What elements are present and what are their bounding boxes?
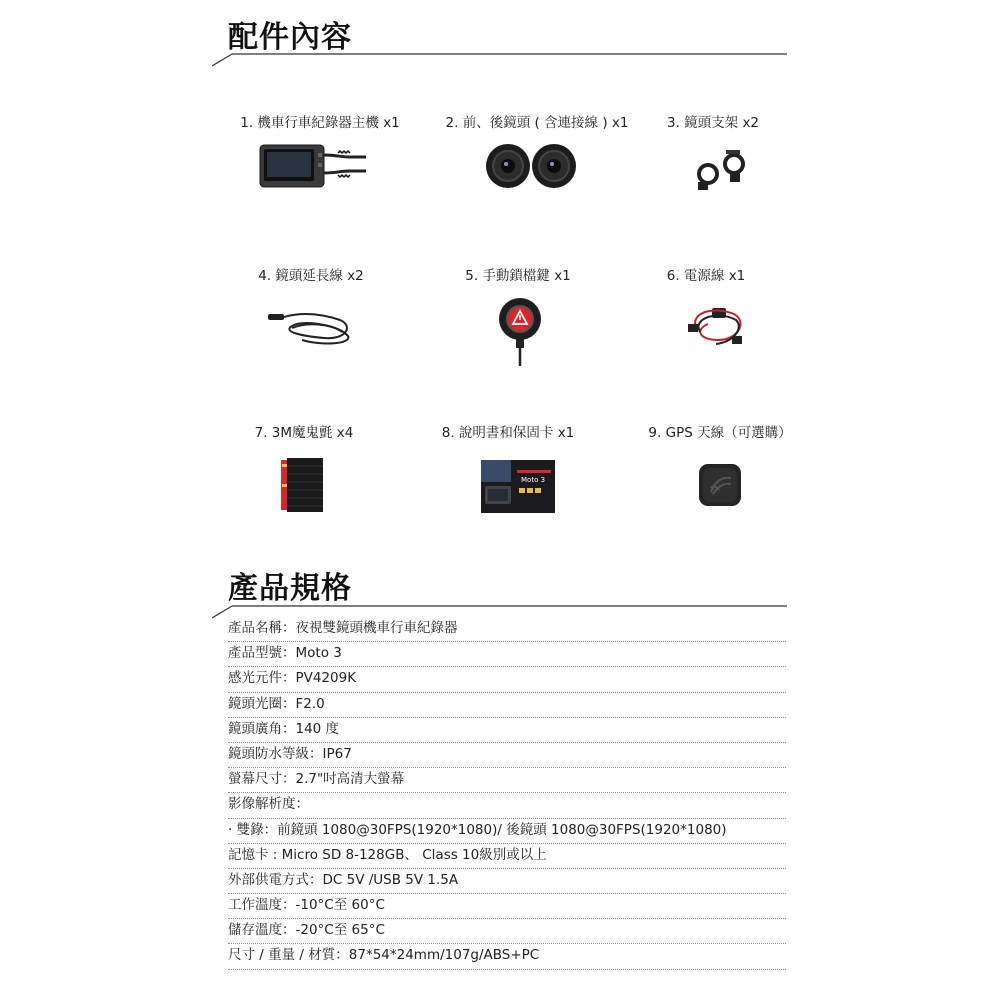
specs-title-rule <box>212 597 787 619</box>
gps-antenna-icon <box>697 462 743 508</box>
spec-row-screen: 螢幕尺寸：2.7"吋高清大螢幕 <box>228 768 786 793</box>
lock-button-icon <box>497 296 543 368</box>
item-caption-3: 3. 鏡頭支架 x2 <box>666 115 760 131</box>
item-caption-6: 6. 電源線 x1 <box>666 268 746 284</box>
manual-card-icon <box>481 460 555 513</box>
item-caption-8: 8. 說明書和保固卡 x1 <box>441 425 575 441</box>
spec-row-name: 產品名稱：夜視雙鏡頭機車行車紀錄器 <box>228 617 786 642</box>
spec-row-memory: 記憶卡 : Micro SD 8-128GB、 Class 10級別或以上 <box>228 844 786 869</box>
item-caption-7: 7. 3M魔鬼氈 x4 <box>254 425 354 441</box>
velcro-icon <box>281 458 325 514</box>
spec-row-sensor: 感光元件：PV4209K <box>228 667 786 692</box>
spec-row-aperture: 鏡頭光圈：F2.0 <box>228 693 786 718</box>
specs-title: 產品規格 <box>228 571 352 606</box>
item-caption-5: 5. 手動鎖檔鍵 x1 <box>465 268 571 284</box>
accessories-title: 配件內容 <box>228 20 352 55</box>
extension-cable-icon <box>262 306 354 350</box>
item-caption-2: 2. 前、後鏡頭 ( 含連接線 ) x1 <box>445 115 629 131</box>
spec-row-model: 產品型號：Moto 3 <box>228 642 786 667</box>
lens-bracket-icon <box>692 146 752 196</box>
spec-row-operating-temp: 工作溫度：-10°C至 60°C <box>228 894 786 919</box>
spec-row-dimensions: 尺寸 / 重量 / 材質：87*54*24mm/107g/ABS+PC <box>228 944 786 969</box>
spec-row-dual-record: · 雙錄：前鏡頭 1080@30FPS(1920*1080)/ 後鏡頭 1080@30FPS(1920*1080) <box>228 819 786 844</box>
spec-row-angle: 鏡頭廣角：140 度 <box>228 718 786 743</box>
spec-row-resolution: 影像解析度： <box>228 793 786 818</box>
item-caption-4: 4. 鏡頭延長線 x2 <box>258 268 364 284</box>
accessories-title-rule <box>212 45 787 67</box>
camera-lenses-icon <box>484 140 580 190</box>
spec-table <box>228 617 786 970</box>
item-caption-9: 9. GPS 天線（可選購） <box>648 425 792 441</box>
dvr-main-unit-icon <box>258 143 368 189</box>
manual-card-text: Moto 3 <box>521 476 546 484</box>
spec-row-power: 外部供電方式：DC 5V /USB 5V 1.5A <box>228 869 786 894</box>
item-caption-1: 1. 機車行車紀錄器主機 x1 <box>240 115 400 131</box>
spec-row-storage-temp: 儲存溫度：-20°C至 65°C <box>228 919 786 944</box>
power-cable-icon <box>684 300 750 350</box>
spec-row-waterproof: 鏡頭防水等級：IP67 <box>228 743 786 768</box>
